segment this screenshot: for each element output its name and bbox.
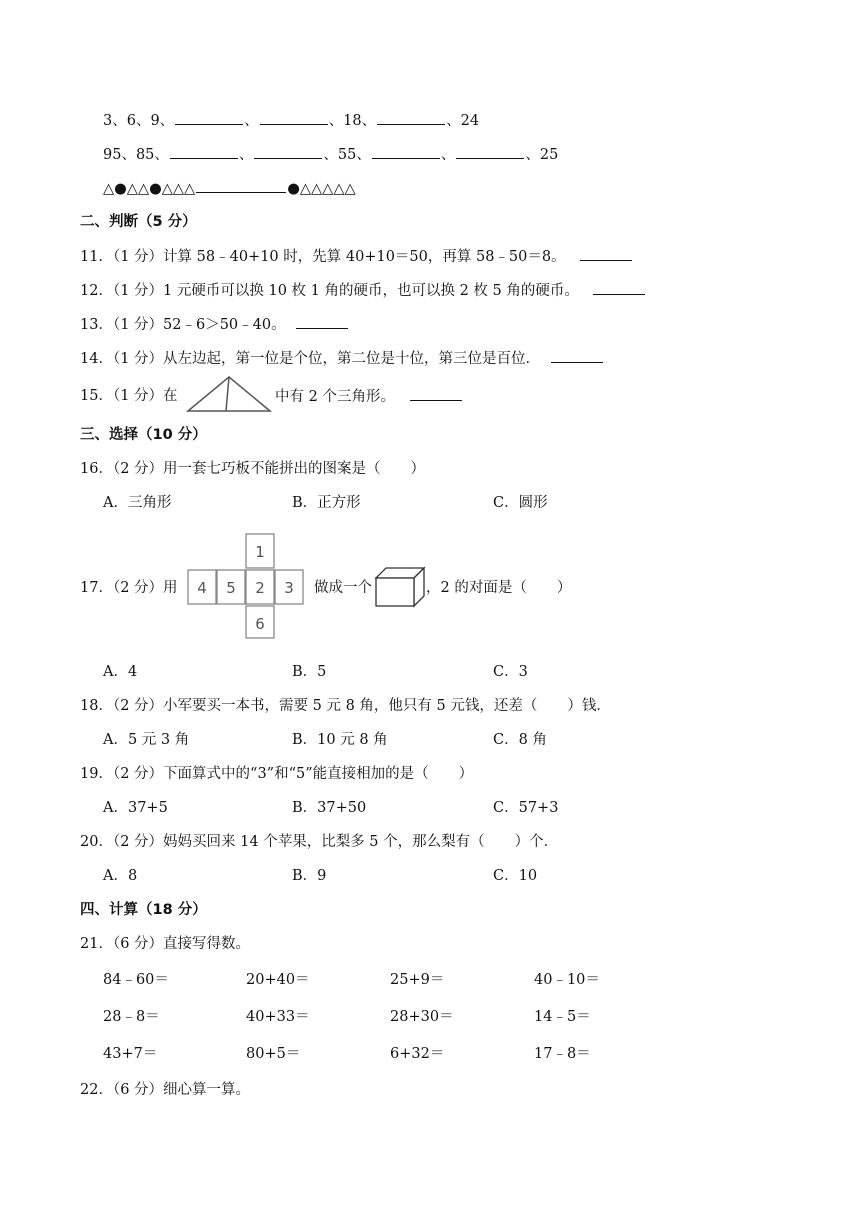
answer-blank[interactable] — [377, 110, 445, 125]
question-15 — [80, 386, 178, 406]
calc-item[interactable]: 28+30＝ — [390, 1009, 454, 1025]
answer-blank[interactable] — [170, 144, 238, 159]
question-text: 13．（1 分）52﹣6＞50﹣40。 — [80, 317, 286, 333]
answer-blank[interactable] — [296, 314, 348, 329]
question-14 — [80, 348, 604, 369]
q20-option-a[interactable]: A．8 — [103, 868, 138, 884]
question-20 — [80, 832, 558, 852]
question-text-close: ）个． — [514, 834, 559, 850]
q16-option-b[interactable]: B．正方形 — [292, 495, 361, 511]
answer-blank[interactable] — [254, 144, 322, 159]
seq1-part2: 、 — [244, 113, 259, 129]
calc-item[interactable]: 17﹣8＝ — [534, 1046, 591, 1062]
question-21: 21．（6 分）直接写得数。 — [80, 936, 251, 952]
q19-option-a[interactable]: A．37+5 — [103, 800, 168, 816]
question-19 — [80, 764, 473, 784]
calc-item[interactable]: 40+33＝ — [246, 1009, 310, 1025]
shape-pattern-prefix: △●△△●△△△ — [103, 181, 196, 197]
q17-option-a[interactable]: A．4 — [103, 664, 138, 680]
answer-blank[interactable] — [593, 280, 645, 295]
question-text: 中有 2 个三角形。 — [275, 389, 395, 405]
question-text-close: ） — [556, 580, 572, 596]
question-text: 14．（1 分）从左边起，第一位是个位，第二位是十位，第三位是百位． — [80, 351, 541, 367]
question-17-mid — [314, 578, 372, 598]
question-12 — [80, 280, 646, 301]
question-text-close: ） — [458, 766, 474, 782]
q18-option-c[interactable]: C．8 角 — [493, 732, 547, 748]
net-face-2: 2 — [255, 579, 265, 597]
answer-blank[interactable] — [372, 144, 440, 159]
question-text-close: ）钱． — [567, 698, 611, 714]
question-16 — [80, 459, 425, 479]
question-text: 17．（2 分）用 — [80, 580, 178, 596]
calc-item[interactable]: 25+9＝ — [390, 972, 445, 988]
section-heading-choice: 三、选择（10 分） — [80, 427, 207, 443]
question-text: 11．（1 分）计算 58﹣40+10 时，先算 40+10＝50，再算 58﹣50＝8。 — [80, 249, 566, 265]
cube-net-figure — [186, 532, 312, 640]
seq2-part2: 、 — [238, 147, 254, 163]
answer-blank[interactable] — [260, 110, 328, 125]
seq1-part4: 、24 — [446, 113, 480, 129]
question-text: ，2 的对面是（ — [426, 580, 527, 596]
question-15-tail — [275, 386, 463, 407]
question-22: 22．（6 分）细心算一算。 — [80, 1082, 251, 1098]
seq1-part3: 、18、 — [328, 113, 377, 129]
seq2-part4: 、 — [440, 147, 456, 163]
q17-option-b[interactable]: B．5 — [292, 664, 327, 680]
q19-option-c[interactable]: C．57+3 — [493, 800, 559, 816]
net-face-3: 3 — [284, 579, 294, 597]
q20-option-c[interactable]: C．10 — [493, 868, 538, 884]
section-heading-judge: 二、判断（5 分） — [80, 214, 197, 230]
q16-option-a[interactable]: A．三角形 — [103, 495, 172, 511]
calc-item[interactable]: 84﹣60＝ — [103, 972, 169, 988]
seq2-part3: 、55、 — [323, 147, 371, 163]
seq2-part1: 95、85、 — [103, 147, 169, 163]
question-text-close: ） — [410, 461, 426, 477]
net-face-5: 5 — [226, 579, 236, 597]
question-text: 15．（1 分）在 — [80, 388, 178, 404]
answer-blank[interactable] — [580, 246, 632, 261]
net-face-4: 4 — [197, 579, 207, 597]
answer-blank[interactable] — [410, 386, 462, 401]
triangle-figure — [186, 374, 272, 414]
question-11 — [80, 246, 633, 267]
net-face-6: 6 — [255, 615, 265, 633]
q18-option-a[interactable]: A．5 元 3 角 — [103, 732, 190, 748]
calc-item[interactable]: 43+7＝ — [103, 1046, 158, 1062]
q20-option-b[interactable]: B．9 — [292, 868, 327, 884]
q16-option-c[interactable]: C．圆形 — [493, 495, 548, 511]
shape-pattern-suffix: ●△△△△△ — [287, 181, 356, 197]
question-17 — [80, 578, 178, 598]
answer-blank[interactable] — [456, 144, 524, 159]
question-text: 20．（2 分）妈妈买回来 14 个苹果，比梨多 5 个，那么梨有（ — [80, 834, 485, 850]
question-text: 12．（1 分）1 元硬币可以换 10 枚 1 角的硬币，也可以换 2 枚 5 角的硬币。 — [80, 283, 579, 299]
calc-item[interactable]: 80+5＝ — [246, 1046, 301, 1062]
question-text: 做成一个 — [314, 580, 372, 596]
sequence-line-3 — [103, 178, 356, 199]
sequence-line-2 — [103, 144, 558, 165]
question-text: 19．（2 分）下面算式中的“3”和“5”能直接相加的是（ — [80, 766, 429, 782]
question-18 — [80, 696, 611, 716]
seq1-part1: 3、6、9、 — [103, 113, 175, 129]
calc-item[interactable]: 14﹣5＝ — [534, 1009, 591, 1025]
calc-item[interactable]: 6+32＝ — [390, 1046, 445, 1062]
answer-blank[interactable] — [175, 110, 243, 125]
answer-blank[interactable] — [196, 178, 286, 193]
net-face-1: 1 — [255, 543, 265, 561]
question-17-tail — [426, 578, 571, 598]
seq2-part5: 、25 — [525, 147, 559, 163]
sequence-line-1 — [103, 110, 479, 131]
question-text: 18．（2 分）小军要买一本书，需要 5 元 8 角，他只有 5 元钱，还差（ — [80, 698, 538, 714]
cube-icon — [374, 566, 426, 608]
calc-item[interactable]: 20+40＝ — [246, 972, 310, 988]
q19-option-b[interactable]: B．37+50 — [292, 800, 367, 816]
question-13 — [80, 314, 349, 335]
calc-item[interactable]: 28﹣8＝ — [103, 1009, 160, 1025]
section-heading-calc: 四、计算（18 分） — [80, 902, 207, 918]
q18-option-b[interactable]: B．10 元 8 角 — [292, 732, 388, 748]
q17-option-c[interactable]: C．3 — [493, 664, 528, 680]
question-text: 16．（2 分）用一套七巧板不能拼出的图案是（ — [80, 461, 381, 477]
answer-blank[interactable] — [551, 348, 603, 363]
calc-item[interactable]: 40﹣10＝ — [534, 972, 600, 988]
